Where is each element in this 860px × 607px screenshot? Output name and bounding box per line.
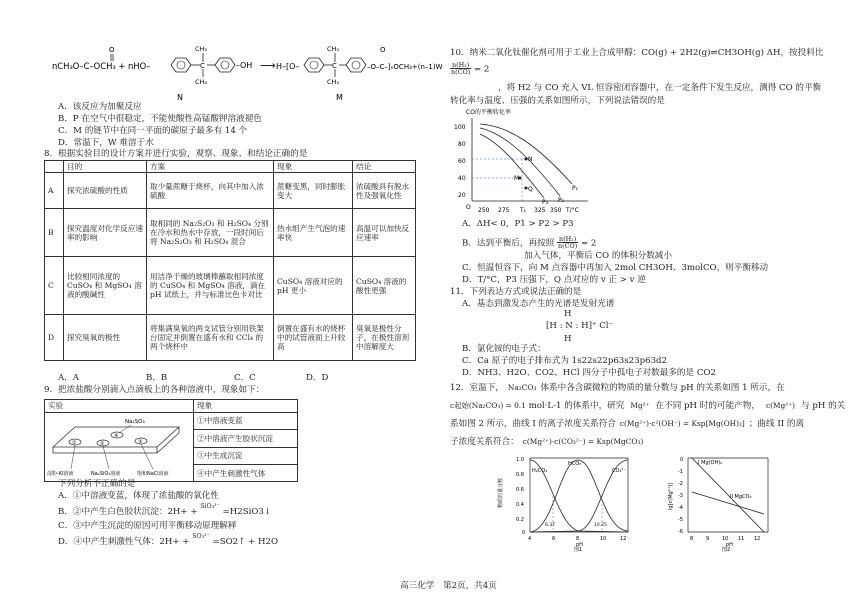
svg-text:-4: -4 [678,505,683,511]
plate-label-bottom: Na₂SiO₃溶液 [91,471,121,477]
co-conversion-chart [448,106,598,218]
svg-text:P₂: P₂ [558,197,565,204]
q9-title: 9．把浓盐酸分别滴入点滴板上的各种溶液中，现象如下： [44,385,265,395]
fig2-ylabel: lg[c(Mg²⁺)] [668,482,674,510]
svg-text:0.2: 0.2 [516,517,524,523]
svg-text:12: 12 [754,536,761,542]
q8-header: 现象 [274,161,353,173]
svg-text:C: C [200,62,205,70]
q8-answer-a: A．A [58,373,80,383]
q8-header: 结论 [353,161,416,173]
svg-text:H₂CO₃: H₂CO₃ [532,468,548,474]
q10-ratio-value: = 2 [473,64,490,75]
q8-cell: B [45,209,64,257]
q11-title: 11．下列表达方式或说法正确的是 [450,287,582,297]
q10-option-b-tail: 加入气体，平衡后 CO 的体积分数减小 [524,251,672,261]
scheme-oh: –OH [236,61,253,70]
svg-text:-6: -6 [678,529,683,535]
scheme-product-tail: –O–C–]ₙOCH₃+(n–1)W [367,63,443,71]
svg-text:N: N [528,156,533,163]
svg-text:80: 80 [458,141,466,148]
scheme-carbonyl-o: O [109,46,115,54]
svg-text:6: 6 [552,536,556,542]
svg-text:10: 10 [600,536,607,542]
svg-text:CH₃: CH₃ [327,45,340,53]
lewis-structure: [H : N : H]⁺ Cl⁻ [546,321,614,331]
well-label: ④ [114,433,119,439]
svg-text:P₃: P₃ [542,199,549,206]
q9-option-a: A．①中溶液变蓝，体现了浓盐酸的氧化性 [58,491,219,501]
svg-text:P₁: P₁ [572,185,579,192]
scheme-label-m: M [336,93,343,102]
scheme-product-co: O [380,46,386,54]
well-label: ① [72,440,77,446]
svg-text:HCO₃⁻: HCO₃⁻ [568,461,584,467]
q8-cell: 取相同的 Na₂S₂O₃ 和 H₂SO₄ 分别在冷水和热水中存放，一段时间后将 Na₂S₂O₃ 和 H₂SO₄ 混合 [147,209,274,257]
svg-text:275: 275 [498,207,510,214]
q9-phenomenon: ①中溶液变蓝 [194,413,298,430]
q7-option-a: A．该反应为加聚反应 [58,102,142,112]
q9-phenomenon: ④中产生刺激性气体 [194,465,298,482]
q8-cell: 将集满臭氧的两支试管分别用铁架台固定并倒置在盛有水和 CCl₄ 的两个烧杯中 [147,315,274,361]
svg-text:10: 10 [722,536,729,542]
svg-text:pH: pH [576,542,583,548]
scheme-label-n: N [177,93,183,102]
svg-text:O: O [466,204,471,211]
svg-text:0.6: 0.6 [516,487,524,493]
scheme-ch3-bottom: CH₃ [195,78,208,86]
svg-text:-5: -5 [678,517,683,523]
q10-line2: ，将 H2 与 CO 充入 VL 恒容密闭容器中，在一定条件下发生反应，测得 CO 的平衡 [498,83,822,93]
svg-text:11: 11 [738,536,745,542]
q9-option-b-tail: =H2SiO3↓ [222,507,272,517]
q8-cell: 蔗糖变黑，同时膨胀变大 [274,173,353,209]
q8-cell: C [45,257,64,315]
q8-cell: A [45,173,64,209]
q9-option-b-ion: SiO₃²⁻ [200,503,220,510]
q10-option-d: D．T/°C，P3 压强下，Q 点对应的 v 正 > v 逆 [462,275,646,285]
scheme-ch3-top: CH₃ [195,45,208,53]
q8-cell: 探究温度对化学反应速率的影响 [64,209,147,257]
svg-text:100: 100 [454,124,466,131]
svg-text:325: 325 [534,207,546,214]
q8-cell: 热水组产生气泡的速率快 [274,209,353,257]
q9-option-d [58,533,279,548]
q10-ratio-fraction: $\frac{\text{n(H₂)}}{n(CO)}$ [451,61,471,77]
q11-option-c: C．Ca 原子的电子排布式为 1s22s22p63s23p63d2 [462,356,668,366]
q12-line4: 子浓度关系符合： c(Mg²⁺)·c(CO₃²⁻) = Ksp(MgCO₃) [450,437,644,447]
svg-text:T/°C: T/°C [566,207,579,214]
q8-cell: 探究臭氧的极性 [64,315,147,361]
q8-cell: 探究浓硫酸的性质 [64,173,147,209]
svg-text:C: C [332,62,337,70]
svg-text:10.25: 10.25 [594,523,607,528]
svg-text:350: 350 [550,207,562,214]
plate-label-top: Na₂SO₃ [125,419,145,425]
q8-cell: D [45,315,64,361]
lewis-h-bottom: H [564,334,572,344]
q9-option-d-ion: SO₃²⁻ [192,533,210,540]
svg-text:Q: Q [528,186,533,193]
polymerization-scheme [40,40,443,102]
svg-text:0.8: 0.8 [516,472,524,478]
well-label: ③ [138,439,143,445]
q8-cell: 臭氧是极性分子，在极性溶剂中溶解度大 [353,315,416,361]
svg-text:T₁: T₁ [520,207,527,214]
q10-option-c: C．恒温恒容下，向 M 点容器中再加入 2mol CH3OH、3molCO，则平衡移动 [462,263,769,273]
svg-text:8: 8 [690,536,694,542]
q9-option-b-text: B．②中产生白色胶状沉淀：2H+ + [58,507,198,517]
q10-chart-ylabel: CO的平衡转化率 [466,109,511,116]
well-label: ② [100,441,105,447]
svg-text:8: 8 [576,536,580,542]
svg-text:6.37: 6.37 [545,523,556,528]
q8-answer-b: B．B [146,373,168,383]
q8-cell: 取少量蔗糖于烧杯，向其中加入浓硫酸 [147,173,274,209]
q9-option-d-tail: =SO2↑ + H2O [212,537,279,547]
svg-text:pH: pH [726,542,733,548]
svg-text:II MgCO₃: II MgCO₃ [730,494,752,500]
svg-text:I Mg(OH)₂: I Mg(OH)₂ [698,460,723,466]
q7-option-d: D．常温下，W 难溶于水 [58,138,154,148]
svg-text:0: 0 [680,457,684,463]
plate-label-bottom: 淀粉-KI溶液 [47,471,74,477]
scheme-reactant: nCH₃O–C–OCH₃ + nHO– [52,61,151,71]
q8-cell: 高温可以加快反应速率 [353,209,416,257]
svg-text:250: 250 [478,207,490,214]
q7-option-b: B．P 在空气中很稳定，不能使酸性高锰酸钾溶液褪色 [58,114,262,124]
svg-text:0.4: 0.4 [516,502,524,508]
scheme-arrow: ⟶ [260,59,276,72]
svg-text:12: 12 [620,536,627,542]
q8-cell: 比较相同浓度的 CuSO₄ 和 MgSO₄ 溶液的酸碱性 [64,257,147,315]
q8-header: 目的 [64,161,147,173]
svg-text:CO₃²⁻: CO₃²⁻ [612,468,627,474]
q10-line1: 10．纳米二氧化钛催化剂可用于工业上合成甲醇：CO(g) + 2H2(g)⇌CH3OH(g) ΔH，按投料比 [450,48,824,58]
svg-text:-1: -1 [678,469,683,475]
q8-row [45,257,416,315]
plate-label-bottom: 饱和NaCl溶液 [137,471,169,477]
fig1-caption: 图1 [574,547,583,553]
svg-text:4: 4 [528,536,532,542]
fig1-ylabel: 物质的量分数 [498,477,504,508]
svg-text:-2: -2 [678,481,683,487]
q9-option-d-text: D．④中产生刺激性气体：2H+ + [58,537,190,547]
q9-phenomenon: ②中溶液产生胶状沉淀 [194,430,298,447]
q8-row [45,209,416,257]
q7-option-c: C．M 的链节中在同一平面的碳原子最多有 14 个 [58,126,248,136]
q8-cell: 倒置在盛有水的烧杯中的试管液面上升较高 [274,315,353,361]
q8-table [44,160,416,361]
svg-text:40: 40 [458,175,466,182]
q12-line2: c起始(Na₂CO₃) = 0.1 mol·L-1 的体系中，研究 Mg²⁺ 在不同 pH 时的可能产物， c(Mg²⁺) 与 pH 的关 [450,401,846,411]
q9-table [44,399,298,482]
q8-cell: 浓硫酸具有脱水性及强氧化性 [353,173,416,209]
q9-phenomenon: ③中生成沉淀 [194,447,298,464]
q12-line3: 系如图 2 所示，曲线 I 的离子浓度关系符合 c(Mg²⁺)·c²(OH⁻) = Ksp[Mg(OH)₂] ；曲线 II 的离 [450,419,805,429]
fig2-caption: 图2 [722,547,731,553]
q10-ratio [450,62,489,76]
lewis-h-top: H [564,309,572,319]
scheme-product-head: H–[O– [276,62,300,71]
q10-option-b-fraction: $\frac{\text{n(H₂)}}{n(CO)}$ [558,235,578,251]
svg-text:60: 60 [458,158,466,165]
q11-option-b: B．氯化铵的电子式： [462,344,546,354]
spot-plate-diagram [45,413,187,479]
q11-option-a: A．基态到激发态产生的光谱是发射光谱 [462,299,615,309]
q8-answer-c: C．C [234,373,256,383]
q8-row [45,315,416,361]
q8-cell: 用洁净干燥的玻璃棒蘸取相同浓度的 CuSO₄ 和 MgSO₄ 溶液，滴在 pH 试纸上，并与标准比色卡对比 [147,257,274,315]
svg-text:1.0: 1.0 [516,457,524,463]
svg-text:20: 20 [458,192,466,199]
q9-option-c: C．③中产生沉淀的原因可用平衡移动原理解释 [58,521,237,531]
svg-text:9: 9 [706,536,710,542]
q9-header: 实验 [45,400,194,413]
svg-text:CH₃: CH₃ [327,78,340,86]
svg-text:M: M [514,175,520,182]
species-fraction-chart [498,452,640,553]
q8-cell: CuSO₄ 溶液的酸性更强 [353,257,416,315]
q10-line3: 转化率与温度、压强的关系如图所示，下列说法错误的是 [450,96,665,106]
q8-header [45,161,64,173]
svg-text:0: 0 [522,530,526,536]
q10-option-b: B．达到平衡后，再按照 $\frac{\text{n(H₂)}}{n(CO)}$ = 2 [462,235,597,251]
q10-option-a: A．ΔH< 0，P1 > P2 > P3 [462,219,574,229]
page-footer: 高三化学 第2页，共4页 [400,581,497,591]
q8-header: 方案 [147,161,274,173]
svg-text:-3: -3 [678,493,683,499]
q9-plate-cell [45,413,194,482]
q8-answer-d: D．D [306,373,329,383]
q8-title: 8．根据实验目的设计方案并进行实验，观察、现象、和结论正确的是 [44,149,308,159]
q12-line1: 12．室温下， Na₂CO₃ 体系中各含碳微粒的物质的量分数与 pH 的关系如图 1 所示，在 [450,383,785,393]
q9-prompt: 下列分析不正确的是 [58,479,136,489]
q8-cell: CuSO₄ 溶液对应的 pH 更小 [274,257,353,315]
q8-row [45,173,416,209]
mg-concentration-chart [668,452,778,552]
q9-option-b [58,503,272,518]
q11-option-d: D．NH3、H2O、CO2、HCl 四分子中孤电子对数最多的是 CO2 [462,368,716,378]
q9-header: 现象 [194,400,298,413]
